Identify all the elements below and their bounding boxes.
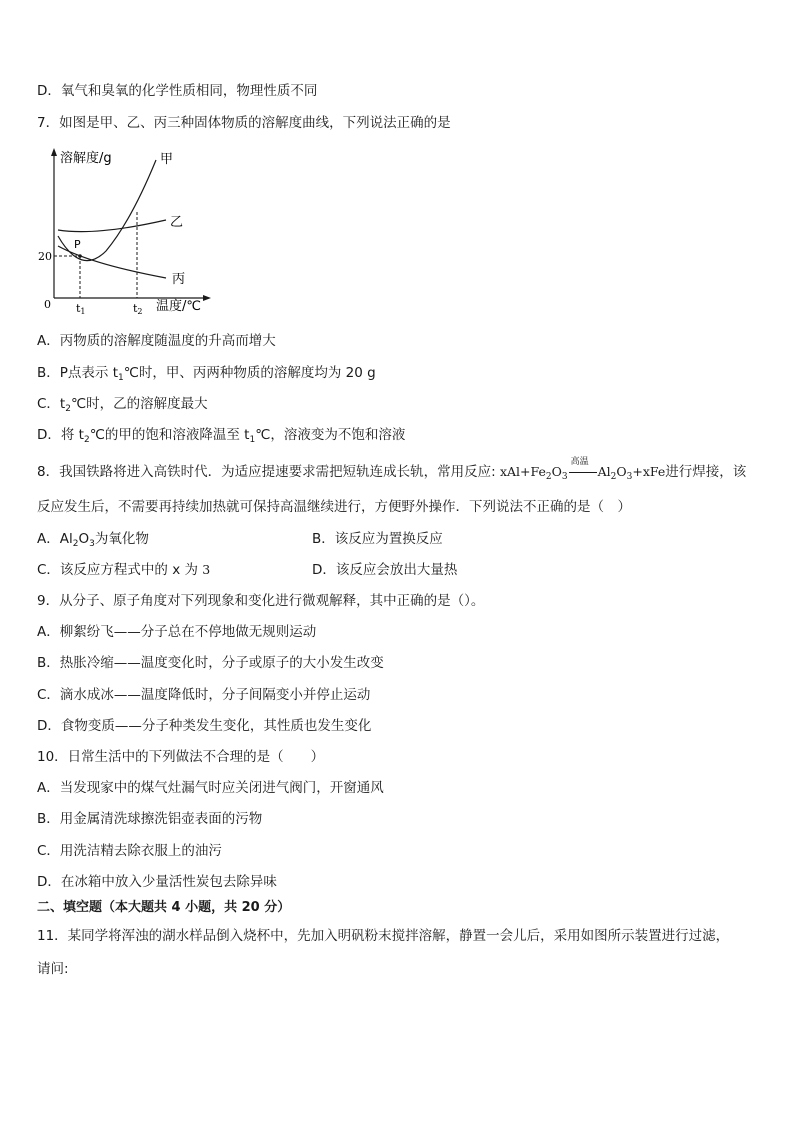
- q9-option-a: A．柳絮纷飞——分子总在不停地做无规则运动: [37, 624, 317, 640]
- reaction-condition: 高温: [570, 457, 589, 467]
- y-axis-arrow: [51, 148, 57, 156]
- q9-option-d: D．食物变质——分子种类发生变化，其性质也发生变化: [37, 718, 372, 734]
- q7-option-d: D．将 $t_2℃$的甲的饱和溶液降温至 $t_1℃$，溶液变为不饱和溶液: [37, 427, 406, 445]
- section-2-title: 二、填空题（本大题共 4 小题，共 20 分）: [37, 900, 291, 915]
- x-axis-label: 温度/℃: [156, 299, 201, 314]
- q7-option-a: A．丙物质的溶解度随温度的升高而增大: [37, 333, 276, 349]
- x-tick-t2: t2: [133, 302, 143, 316]
- y-tick-20: 20: [38, 250, 52, 263]
- series-label-jia: 甲: [160, 152, 174, 167]
- series-label-yi: 乙: [170, 215, 184, 230]
- solubility-chart: [36, 146, 221, 318]
- q9-option-b: B．热胀冷缩——温度变化时，分子或原子的大小发生改变: [37, 655, 384, 671]
- q10-option-c: C．用洗洁精去除衣服上的油污: [37, 843, 222, 859]
- q8-option-b: B．该反应为置换反应: [312, 531, 443, 547]
- q10-option-a: A．当发现家中的煤气灶漏气时应关闭进气阀门，开窗通风: [37, 780, 384, 796]
- curve-jia: [58, 160, 156, 261]
- q10-option-d: D．在冰箱中放入少量活性炭包去除异味: [37, 874, 277, 890]
- q8-option-c: C．该反应方程式中的 x 为 3: [37, 562, 211, 578]
- q7-option-b: B．P点表示 $t_1℃$时，甲、丙两种物质的溶解度均为 20 g: [37, 365, 376, 383]
- point-p: [78, 254, 82, 258]
- q8-equation: $xAl+Fe_2O_3$ 高温 $Al_2O_3+xFe$: [500, 464, 665, 479]
- q6-option-d: D．氧气和臭氧的化学性质相同，物理性质不同: [37, 83, 318, 99]
- q10-option-b: B．用金属清洗球擦洗铝壶表面的污物: [37, 811, 263, 827]
- curve-yi: [58, 220, 166, 232]
- x-tick-t1: t1: [76, 302, 86, 316]
- q7-stem: 7．如图是甲、乙、丙三种固体物质的溶解度曲线，下列说法正确的是: [37, 115, 451, 131]
- origin-label: 0: [44, 298, 51, 311]
- q8-option-a: A．$Al_2O_3$为氧化物: [37, 531, 149, 549]
- q8-stem-line1: 8．我国铁路将进入高铁时代．为适应提速要求需把短轨连成长轨，常用反应: $xAl+Fe_2O_3$ 高温 $Al_2O_3+xFe$进行焊接，该: [37, 463, 746, 486]
- q10-stem: 10．日常生活中的下列做法不合理的是（ ）: [37, 749, 325, 765]
- q11-stem-line2: 请问:: [37, 961, 69, 977]
- q8-stem-line2: 反应发生后，不需要再持续加热就可保持高温继续进行，方便野外操作．下列说法不正确的是（ ）: [37, 499, 631, 515]
- q7-option-c: C．$t_2℃$时，乙的溶解度最大: [37, 396, 208, 414]
- q9-option-c: C．滴水成冰——温度降低时，分子间隔变小并停止运动: [37, 687, 371, 703]
- y-axis-label: 溶解度/g: [60, 151, 112, 166]
- point-p-label: P: [74, 238, 81, 251]
- q11-stem-line1: 11．某同学将浑浊的湖水样品倒入烧杯中，先加入明矾粉末搅拌溶解，静置一会儿后，采用如图所示装置进行过滤，: [37, 928, 730, 944]
- q8-option-d: D．该反应会放出大量热: [312, 562, 458, 578]
- series-label-bing: 丙: [172, 272, 186, 287]
- q9-stem: 9．从分子、原子角度对下列现象和变化进行微观解释，其中正确的是（）。: [37, 593, 485, 609]
- x-axis-arrow: [203, 295, 211, 301]
